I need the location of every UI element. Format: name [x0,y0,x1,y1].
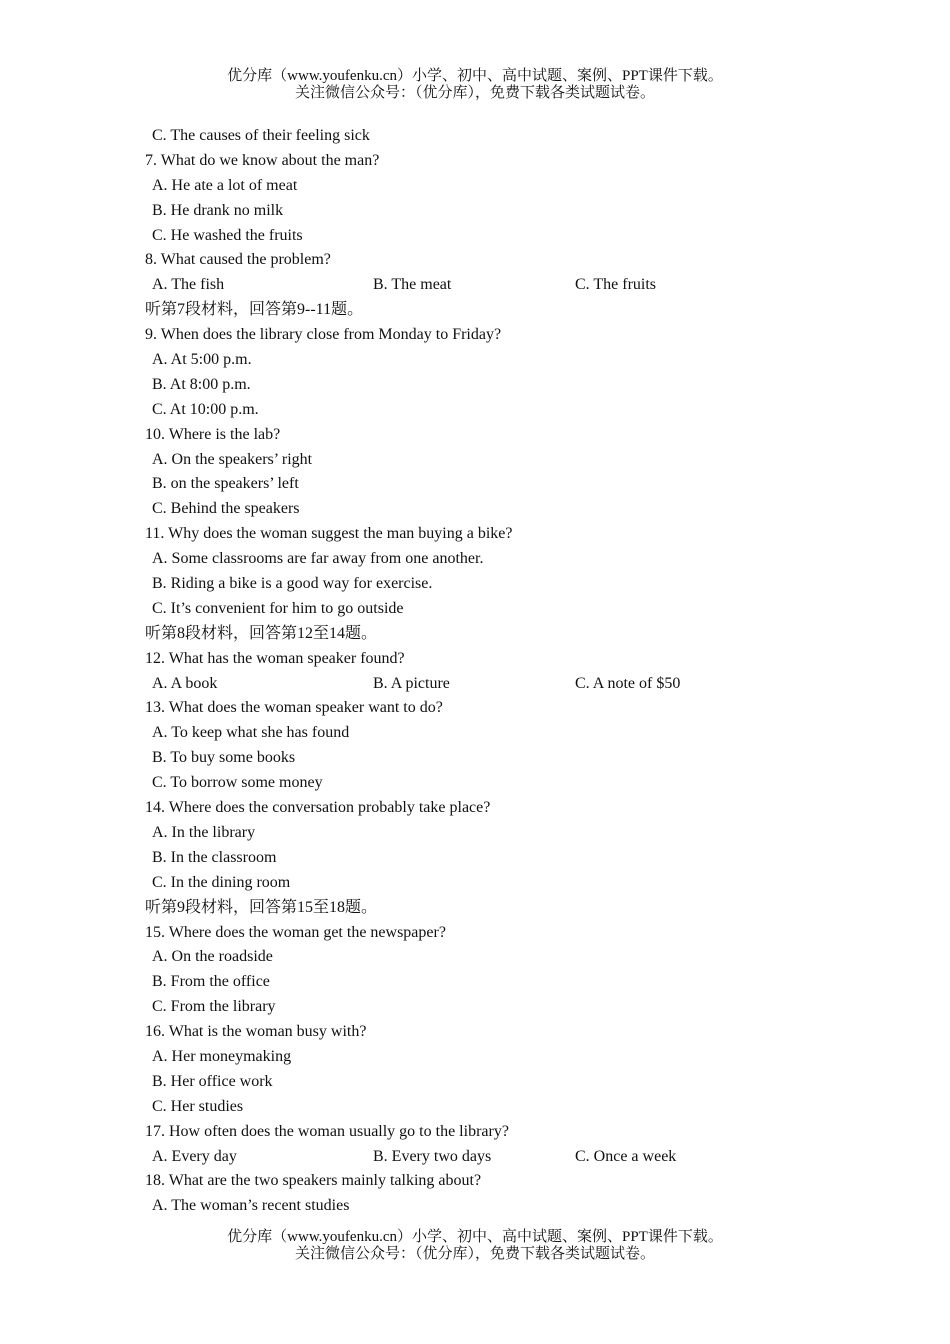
q18-option-a: A. The woman’s recent studies [152,1197,350,1215]
q7-option-c: C. He washed the fruits [152,226,303,244]
header-line-2: 关注微信公众号：（优分库），免费下载各类试题试卷。 [294,85,655,101]
q8-option-b: B. The meat [373,276,452,294]
q17-options [145,1145,845,1170]
footer-line-2: 关注微信公众号：（优分库），免费下载各类试题试卷。 [294,1246,655,1262]
q18-question: 18. What are the two speakers mainly talking about? [145,1172,482,1190]
q7-option-b: B. He drank no milk [152,201,284,219]
q13-question: 13. What does the woman speaker want to do? [145,699,443,717]
q11-option-a: A. Some classrooms are far away from one another. [152,550,484,568]
q6-option-c: C. The causes of their feeling sick [152,127,370,144]
q9-option-a: A. At 5:00 p.m. [152,351,252,369]
q13-option-c: C. To borrow some money [152,774,323,792]
q10-option-c: C. Behind the speakers [152,500,300,518]
q9-option-c: C. At 10:00 p.m. [152,400,259,418]
q9-question: 9. When does the library close from Monday to Friday? [145,326,502,344]
q16-option-c: C. Her studies [152,1097,244,1115]
q11-option-c: C. It’s convenient for him to go outside [152,599,404,617]
q17-option-a: A. Every day [152,1147,237,1165]
section-8-instruction: 听第8段材料，回答第12至14题。 [145,624,378,642]
q15-option-c: C. From the library [152,998,276,1016]
q8-option-a: A. The fish [152,276,225,294]
q12-option-a: A. A book [152,674,218,692]
q8-question: 8. What caused the problem? [145,251,331,269]
q13-option-a: A. To keep what she has found [152,724,350,742]
header-line-1: 优分库（www.youfenku.cn）小学、初中、高中试题、案例、PPT课件下载。 [227,68,723,84]
q12-option-b: B. A picture [373,674,450,692]
page-header [0,68,950,102]
q17-option-b: B. Every two days [373,1147,492,1165]
q8-option-c: C. The fruits [575,276,657,294]
q7-question: 7. What do we know about the man? [145,151,380,169]
q15-option-a: A. On the roadside [152,948,273,966]
q14-question: 14. Where does the conversation probably take place? [145,799,491,817]
q16-question: 16. What is the woman busy with? [145,1023,367,1041]
question-list [145,124,845,1219]
q13-option-b: B. To buy some books [152,749,296,767]
q10-option-b: B. on the speakers’ left [152,475,299,493]
q15-option-b: B. From the office [152,973,270,991]
q16-option-a: A. Her moneymaking [152,1047,292,1065]
q10-question: 10. Where is the lab? [145,425,281,443]
q11-question: 11. Why does the woman suggest the man buying a bike? [145,525,513,543]
section-9-instruction: 听第9段材料，回答第15至18题。 [145,898,378,916]
footer-line-1: 优分库（www.youfenku.cn）小学、初中、高中试题、案例、PPT课件下载。 [227,1229,723,1245]
q11-option-b: B. Riding a bike is a good way for exercise. [152,575,433,593]
q12-options [145,672,845,697]
q17-option-c: C. Once a week [575,1147,677,1165]
q9-option-b: B. At 8:00 p.m. [152,375,251,393]
q10-option-a: A. On the speakers’ right [152,450,313,468]
q12-option-c: C. A note of $50 [575,674,681,692]
q16-option-b: B. Her office work [152,1072,273,1090]
q14-option-c: C. In the dining room [152,873,291,891]
q15-question: 15. Where does the woman get the newspaper? [145,923,446,941]
section-7-instruction: 听第7段材料，回答第9--11题。 [145,301,364,319]
q12-question: 12. What has the woman speaker found? [145,649,405,667]
q7-option-a: A. He ate a lot of meat [152,176,298,194]
q14-option-b: B. In the classroom [152,848,277,866]
q8-options [145,273,845,298]
page-footer [0,1229,950,1263]
q17-question: 17. How often does the woman usually go to the library? [145,1122,509,1140]
q14-option-a: A. In the library [152,823,256,841]
